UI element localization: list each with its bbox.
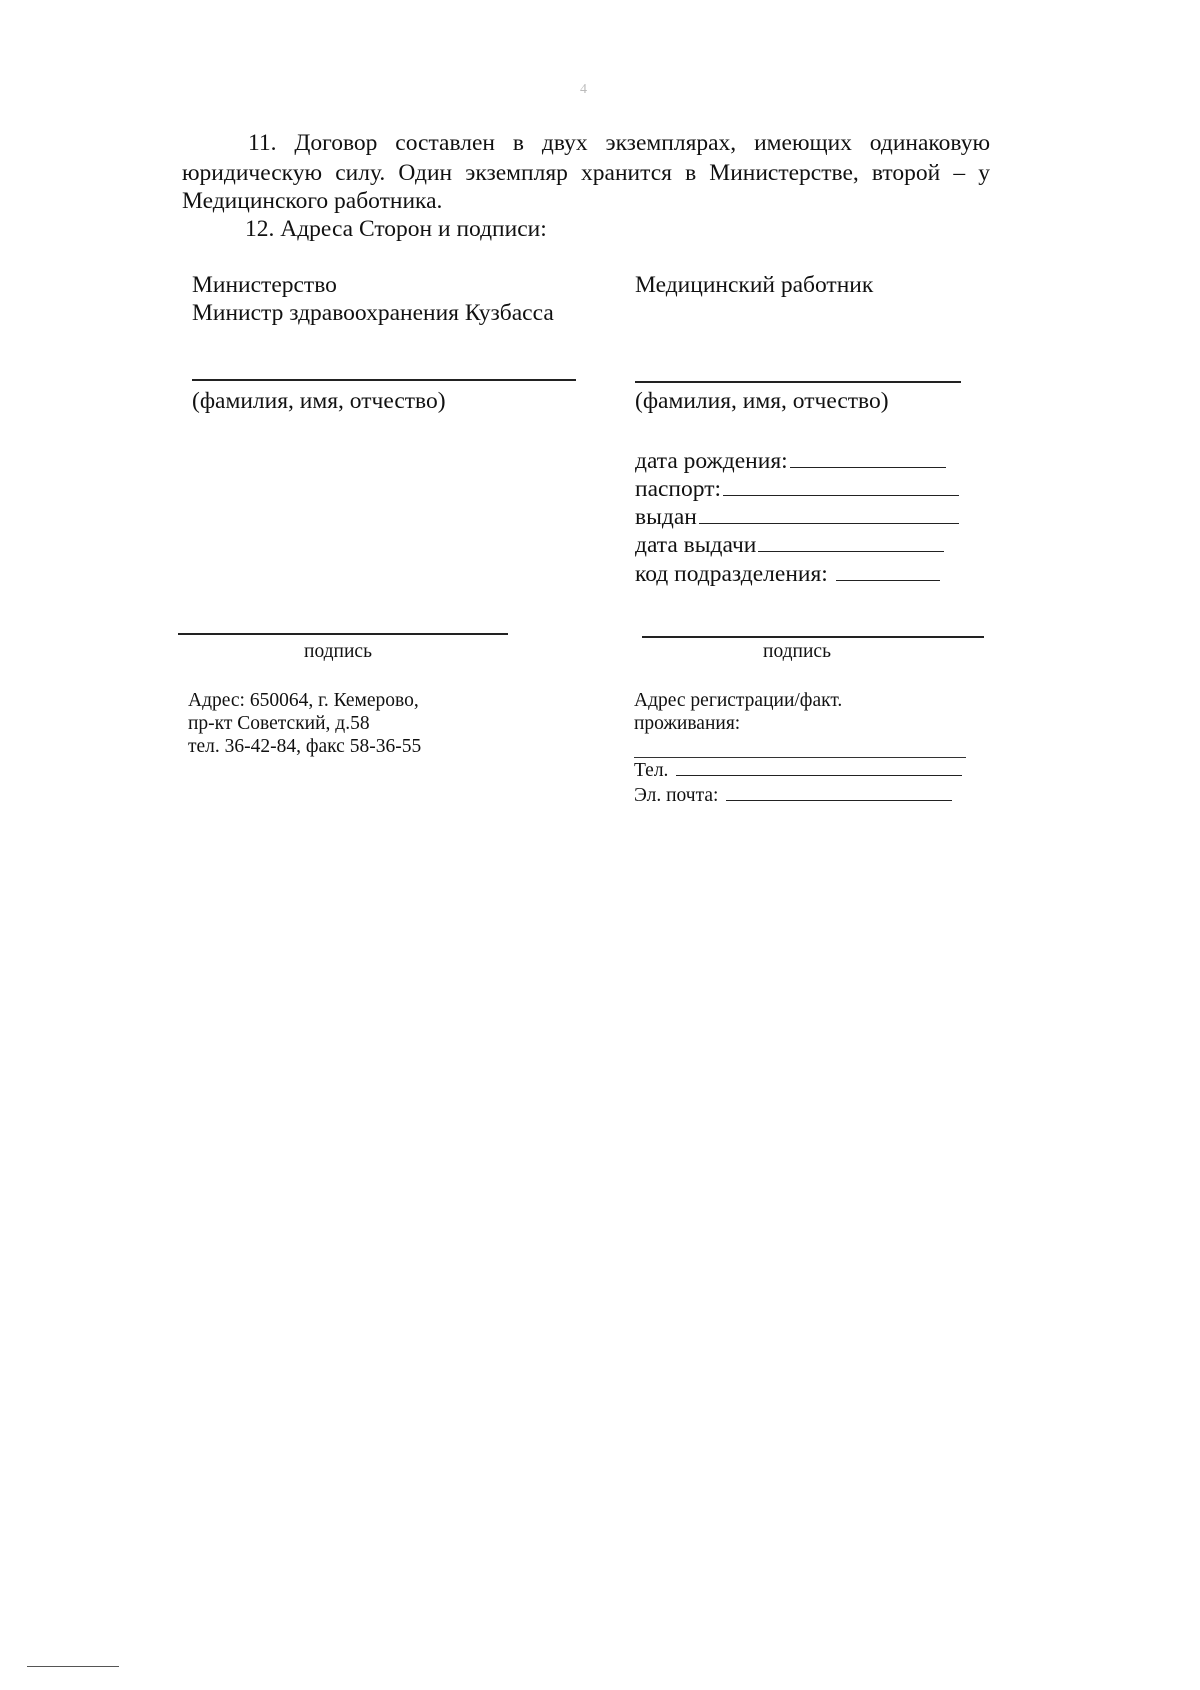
worker-phone-field[interactable] <box>634 759 962 782</box>
issued-by-field[interactable] <box>635 502 959 532</box>
issued-by-blank[interactable] <box>699 522 959 524</box>
worker-email-field[interactable] <box>634 784 952 807</box>
footnote-separator <box>27 1666 119 1667</box>
page-number-mark: 4 <box>580 82 587 97</box>
division-code-label: код подразделения: <box>635 561 828 587</box>
worker-email-blank[interactable] <box>726 799 952 801</box>
ministry-address-line-3: тел. 36-42-84, факс 58-36-55 <box>188 736 422 757</box>
issued-by-label: выдан <box>635 504 697 530</box>
clause-11-line-3: Медицинского работника. <box>182 188 443 214</box>
issue-date-field[interactable] <box>635 530 944 560</box>
passport-blank[interactable] <box>723 494 959 496</box>
issue-date-label: дата выдачи <box>635 532 757 558</box>
birth-date-blank[interactable] <box>790 466 946 468</box>
worker-email-label: Эл. почта: <box>634 785 719 806</box>
worker-address-label-1: Адрес регистрации/факт. <box>634 690 843 711</box>
ministry-signature-line[interactable] <box>178 633 508 635</box>
worker-address-label-2: проживания: <box>634 713 741 734</box>
clause-11-line-1: 11. Договор составлен в двух экземплярах, имеющих одинаковую <box>248 130 990 156</box>
ministry-heading: Министерство <box>192 272 337 298</box>
worker-fio-caption: (фамилия, имя, отчество) <box>635 388 889 414</box>
ministry-position: Министр здравоохранения Кузбасса <box>192 300 554 326</box>
clause-11-line-2: юридическую силу. Один экземпляр хранится в Министерстве, второй – у <box>182 160 990 186</box>
worker-signature-caption: подпись <box>763 641 831 662</box>
ministry-fio-caption: (фамилия, имя, отчество) <box>192 388 446 414</box>
ministry-fio-line <box>192 379 576 381</box>
division-code-field[interactable] <box>635 559 940 589</box>
passport-field[interactable] <box>635 474 959 504</box>
ministry-address-line-2: пр-кт Советский, д.58 <box>188 713 370 734</box>
worker-signature-line[interactable] <box>642 636 984 638</box>
ministry-address-line-1: Адрес: 650064, г. Кемерово, <box>188 690 419 711</box>
division-code-blank[interactable] <box>836 579 940 581</box>
ministry-signature-caption: подпись <box>304 641 372 662</box>
worker-address-blank[interactable] <box>634 757 966 758</box>
worker-heading: Медицинский работник <box>635 272 874 298</box>
birth-date-label: дата рождения: <box>635 448 788 474</box>
worker-phone-blank[interactable] <box>676 774 962 776</box>
clause-12-heading: 12. Адреса Сторон и подписи: <box>245 216 547 242</box>
worker-fio-line <box>635 381 961 383</box>
birth-date-field[interactable] <box>635 446 946 476</box>
issue-date-blank[interactable] <box>758 550 944 552</box>
worker-phone-label: Тел. <box>634 760 669 781</box>
passport-label: паспорт: <box>635 476 722 502</box>
